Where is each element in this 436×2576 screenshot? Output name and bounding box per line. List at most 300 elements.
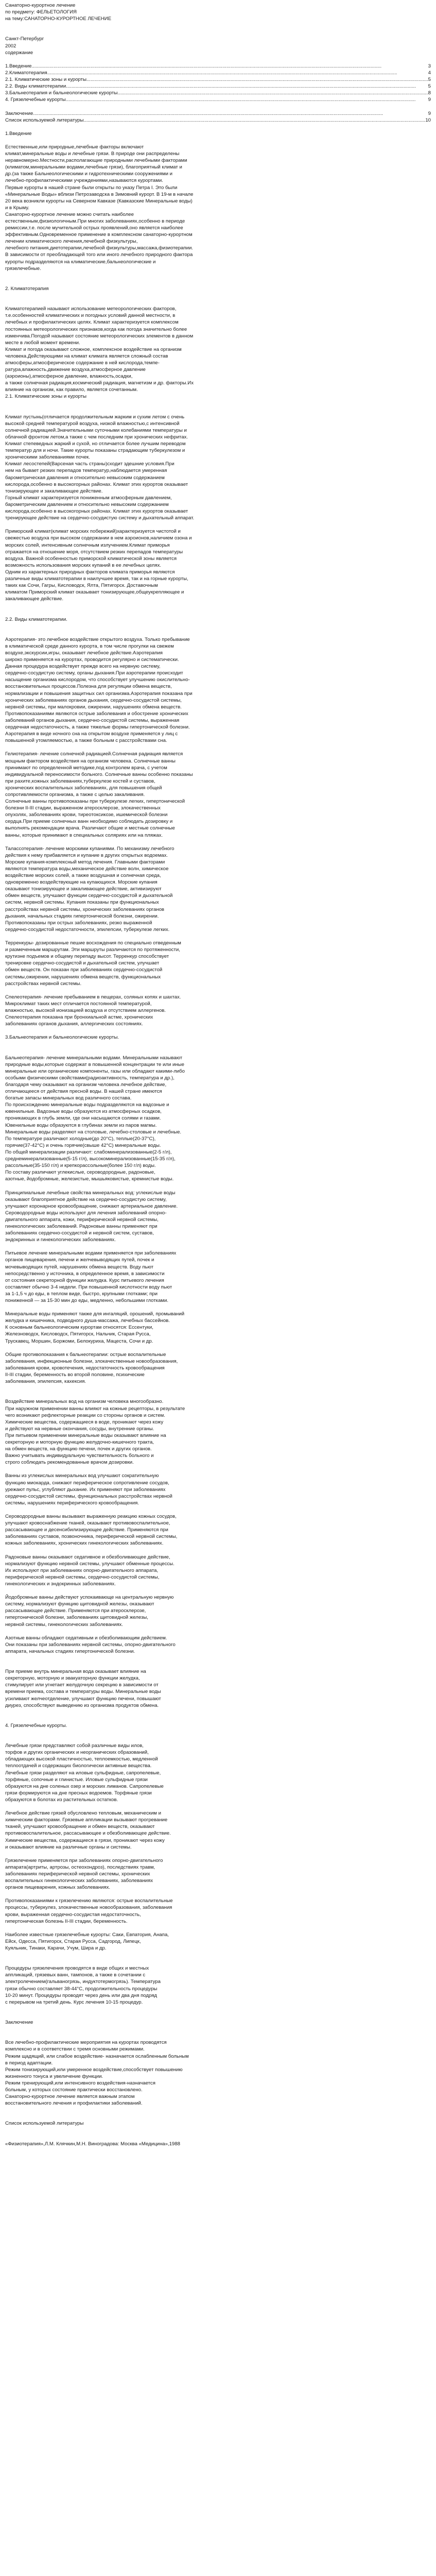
- text-line: Санкт-Петербург: [5, 36, 44, 42]
- text-line: При питьевом применении минеральные воды оказывают влияние на: [5, 1432, 166, 1438]
- text-line: среднеминерализованные(5-15 г/л), высокоминерализованные(15-35 г/л),: [5, 1156, 176, 1162]
- text-line: свежестью воздуха при высоком содержании в нем аэроионов,наличием озона и: [5, 535, 192, 541]
- text-line: [5, 137, 431, 144]
- text-line: в климатической среде данного курорта, в том числе прогулки на свежем: [5, 643, 174, 649]
- text-line: дыхания, начальных стадиях гипертонической болезни, ожирении.: [5, 913, 159, 919]
- text-line: атмосферы,атмосферическое содержание в ней кислорода,темпе-: [5, 360, 160, 366]
- text-line: [5, 292, 431, 299]
- text-line: [5, 2134, 431, 2141]
- text-line: климатом Приморский климат оказывает тонизирующее,общеукрепляющее и: [5, 589, 184, 596]
- toc-entry-page: 5: [428, 77, 431, 83]
- text-line: [5, 1729, 431, 1736]
- text-line: улучшают кровоснабжение тканей, оказывают противовоспалительное,: [5, 1520, 170, 1527]
- text-line: Спелеотерапия показана при бронхиальной астме, хронических: [5, 1014, 153, 1021]
- toc-entry: [5, 96, 431, 103]
- text-line: [5, 56, 431, 63]
- text-line: [5, 29, 431, 36]
- text-line: Гелиотерапия- лечение солнечной радиацией.Солнечная радиация является: [5, 751, 183, 757]
- text-line: эндокринных и гинекологических заболеваниях.: [5, 1237, 116, 1243]
- toc-entry: [5, 103, 431, 110]
- text-line: мочевыводящих путей, нарушениях обмена веществ. Воду пьют: [5, 1264, 154, 1270]
- toc-entry-title: 2.2. Виды климатотерапии: [5, 83, 66, 90]
- text-line: По происхождению минеральные воды подразделяются на вадозные и: [5, 1102, 169, 1108]
- text-line: заболеваниях суставов, позвоночника, периферической нервной системы,: [5, 1534, 178, 1540]
- text-line: Климатотерапией называют использование метеорологических факторов,: [5, 306, 177, 312]
- text-line: проникающих в глубь земли, где они насыщаются солями и газами.: [5, 1115, 161, 1122]
- text-line: 4. Грязелечебные курорты.: [5, 1722, 67, 1728]
- text-line: функцию миокарда, снижают периферическое сопротивление сосудов,: [5, 1480, 169, 1486]
- text-line: [5, 1392, 431, 1398]
- text-line: на обмен веществ, на функцию печени, почек и других органов.: [5, 1446, 152, 1452]
- toc-leader: [83, 117, 425, 124]
- text-line: кислорода,особенно в высокогорных районах. Климат этих курортов оказывает: [5, 481, 188, 487]
- text-line: ратура,влажность,движение воздуха,атмосферное давление: [5, 367, 146, 373]
- text-line: [5, 1709, 431, 1716]
- text-line: 1.Введение: [5, 130, 32, 137]
- text-line: Климат лесостепей(Варсеная часть страны)сходит здешние условия.При: [5, 461, 175, 467]
- text-line: Горный климат характеризуется пониженным атмосферным давлением,: [5, 495, 172, 501]
- text-line: Санаторно-курортное лечение можно считать наиболее: [5, 211, 134, 217]
- text-line: [5, 1385, 431, 1392]
- toc-entry-title: 2.Климатотерапия: [5, 70, 47, 76]
- text-line: [5, 609, 431, 616]
- text-line: Режим тонизирующий,или умеренное воздействие,способствует повышению: [5, 2066, 183, 2073]
- text-line: Лечебные грязи разделяют на иловые сульфидные, сапропелевые,: [5, 1770, 161, 1776]
- text-line: Санаторно-курортное лечение является важным этапом: [5, 2094, 135, 2100]
- table-of-contents: [5, 63, 431, 124]
- text-line: влияние на организм, как правило, является сочетанным.: [5, 387, 138, 393]
- text-line: Ейск, Одесса, Пятигорск, Старая Русса, Садгород, Липецк,: [5, 1938, 141, 1944]
- text-line: двигательного аппарата, кожи, периферической нервной системы,: [5, 1216, 159, 1223]
- text-line: системы,ожирении, нарушениях обмена веществ, функциональных: [5, 974, 161, 980]
- text-line: курорты подразделяются на климатические,бальнеологические и: [5, 259, 156, 265]
- text-line: закаливающее действие.: [5, 596, 64, 602]
- text-line: Радоновые ванны оказывают седативное и обезболивающее действие,: [5, 1554, 170, 1560]
- text-line: месте в любой момент времени.: [5, 340, 80, 346]
- toc-entry: [5, 76, 431, 83]
- text-line: [5, 124, 431, 130]
- text-line: 3.Бальнеотерапия и бальнеологические курорты.: [5, 1035, 119, 1041]
- text-line: Сероводородные ванны вызывают выраженную реакцию кожных сосудов,: [5, 1514, 177, 1519]
- text-line: [5, 1958, 431, 1965]
- text-line: от состояния секреторной функции желудка. Курс питьевого лечения: [5, 1277, 164, 1283]
- text-line: Минеральные воды применяют также для ингаляций, орошений, промываний: [5, 1311, 185, 1317]
- text-line: Их используют при заболеваниях опорно-двигательного аппарата,: [5, 1567, 159, 1573]
- text-line: Лечебное действие грязей обусловлено тепловым, механическим и: [5, 1810, 161, 1817]
- text-line: воздуха. Важной особенностью приморской климатической зоны является: [5, 555, 177, 562]
- text-line: Спелеотерапия- лечение пребыванием в пещерах, соляных копях и шахтах.: [5, 994, 181, 1000]
- text-line: грязелечебные.: [5, 265, 41, 272]
- text-line: пониженной — за 15-30 мин до еды, медленно, небольшими глотками.: [5, 1298, 169, 1303]
- text-line: [5, 1506, 431, 1513]
- text-line: Важно учитывать индивидуальную чувствительность больного и: [5, 1453, 154, 1459]
- toc-entry-title: Список используемой литературы: [5, 117, 84, 123]
- text-line: одновременно воздействующие на купающихся. Морские купания: [5, 879, 158, 886]
- toc-entry-title: 1.Введение: [5, 63, 32, 69]
- text-line: непосредственно у источника, в определенное время, в зависимости: [5, 1270, 165, 1277]
- text-line: индивидуальной переносимости больного. Солнечные ванны особенно показаны: [5, 771, 193, 777]
- text-line: Естественные,или природные,лечебные факторы включают: [5, 144, 144, 150]
- text-line: [5, 1182, 431, 1189]
- toc-entry-page: 8: [428, 90, 431, 96]
- text-line: морских солей, интенсивным солнечным излучением.Климат приморья: [5, 542, 170, 548]
- text-line: 2.2. Виды климатотерапии.: [5, 616, 67, 622]
- text-line: барометрическим давлением и относительно невысоким содержанием: [5, 501, 169, 507]
- text-line: азотные, йодобромные, железистые, мышьяковистые, кремнистые воды.: [5, 1176, 174, 1182]
- text-line: По температуре различают холодные(до 20°С), теплые(20-37°С),: [5, 1136, 156, 1142]
- text-line: аппарата(артриты, артрозы, остеохондроз), последствиях травм,: [5, 1864, 155, 1870]
- text-line: Противопоказаны при острых заболеваниях, резко выраженной: [5, 920, 152, 926]
- text-line: Все лечебно-профилактические мероприятия на курортах проводятся: [5, 2040, 167, 2046]
- text-line: секреторную и моторную функцию желудочно-кишечного тракта,: [5, 1439, 154, 1445]
- toc-entry-title: 3.Бальнеотерапия и бальнеологические курорты: [5, 90, 118, 96]
- text-line: Железноводск, Кисловодск, Пятигорск, Нальчик, Старая Русса,: [5, 1331, 151, 1337]
- text-line: человека.Действующими на климат климата является сложный состав: [5, 353, 168, 359]
- text-line: лечебного питания,диетотерапии,лечебной физкультуры,массажа,физиотерапии.: [5, 245, 193, 251]
- text-line: воздухе,экскурсии,игры, оказывает лечебное действие.Аэротерапия: [5, 650, 163, 656]
- text-line: Солнечные ванны противопоказаны при туберкулезе легких, гипертонической: [5, 799, 185, 805]
- text-line: [5, 2006, 431, 2012]
- text-line: [5, 2127, 431, 2134]
- document-body: [5, 124, 431, 2147]
- text-line: с перерывом на третий день. Курс лечения 10-15 процедур.: [5, 1999, 143, 2005]
- text-line: Ванны из углекислых минеральных вод улучшают сократительную: [5, 1473, 159, 1479]
- text-line: [5, 1547, 431, 1553]
- text-line: грязи формируются на дне пресных водоемов. Торфяные грязи: [5, 1790, 152, 1796]
- text-line: [5, 1851, 431, 1857]
- text-line: [5, 2107, 431, 2113]
- text-line: больным, у которых состояние практически восстановлено.: [5, 2087, 143, 2093]
- text-line: [5, 630, 431, 636]
- text-line: Талассотерапия- лечение морскими купаниями. По механизму лечебного: [5, 845, 175, 852]
- text-line: гинекологических заболеваний. Радоновые ванны применяют при: [5, 1223, 158, 1229]
- text-line: [5, 521, 431, 528]
- text-line: изменчива.Погодой называют состояние метеорологических элементов в данном: [5, 333, 194, 339]
- document-header: [5, 2, 431, 63]
- text-line: [5, 2012, 431, 2019]
- text-line: Заключение: [5, 2020, 33, 2026]
- toc-entry-title: Заключение: [5, 110, 33, 116]
- text-line: 2.1. Климатические зоны и курорты: [5, 394, 86, 400]
- text-line: кожных заболеваниях, хронических гинекологических заболеваниях.: [5, 1540, 164, 1547]
- text-line: [5, 839, 431, 845]
- text-line: периферической нервной системы, сердечно-сосудистой системы,: [5, 1574, 160, 1580]
- text-line: температур для и ночи. Такие курорты показаны страдающим туберкулезом и: [5, 448, 185, 454]
- text-line: рассольные(35-150 г/л) и крепкорассольные(более 150 г/л) воды.: [5, 1163, 156, 1169]
- text-line: заболеваниях периферической нервной системы, хронических: [5, 1871, 150, 1877]
- text-line: диурез, способствуют выведению из организма продуктов обмена.: [5, 1702, 159, 1708]
- text-line: тонизирующее и закаливающее действие.: [5, 488, 103, 494]
- text-line: Химические вещества, содержащиеся в воде, проникают через кожу: [5, 1419, 164, 1425]
- text-line: [5, 2026, 431, 2032]
- text-line: тканей, улучшают кровообращение и обмен веществ, оказывают: [5, 1824, 155, 1830]
- text-line: горячие(37-42°С) и очень горячие(свыше 42°С) минеральные воды.: [5, 1142, 161, 1148]
- text-line: рассасывающее действие. Применяются при атеросклерозе,: [5, 1608, 146, 1614]
- text-line: нервной системы, при малокровии, ожирении, нарушениях обмена веществ.: [5, 704, 182, 710]
- toc-leader: [117, 90, 428, 96]
- text-line: органов пищеварения, кожных заболеваниях.: [5, 1885, 111, 1891]
- text-line: а также солнечная радиация,космический радиация, магнетизм и др. факторы.Их: [5, 380, 194, 386]
- text-line: Воздействие минеральных вод на организм человека многообразно.: [5, 1399, 164, 1405]
- text-line: различные виды климатотерапии в наилучшее время, так и на горные курорты,: [5, 575, 188, 582]
- text-line: [5, 22, 431, 29]
- text-line: отражается на отношение моря, отсутствием резких перепадов температуры: [5, 549, 183, 555]
- text-line: Режим тренирующий,или интенсивного воздействия-назначается: [5, 2080, 155, 2086]
- text-line: комплексно и в соответствии с тремя основными режимами.: [5, 2046, 145, 2053]
- text-line: [5, 623, 431, 630]
- text-line: воспалительных гинекологических заболеваниях, заболеваниях: [5, 1878, 153, 1884]
- text-line: К основным бальнеологическим курортам относятся: Ессентуки,: [5, 1325, 153, 1331]
- text-line: аппликаций, грязевых ванн, тампонов, а также в сочетании с: [5, 1972, 146, 1978]
- text-line: заболевания крови, кровотечения, недостаточность кровообращения: [5, 1365, 165, 1371]
- text-line: [5, 2113, 431, 2120]
- text-line: естественным,физиологичным.При многих заболеваниях,особенно в периоде: [5, 218, 185, 224]
- text-line: постоянных метеорологических признаков,когда как погода значительно более: [5, 326, 187, 332]
- toc-entry-title: 4. Грязелечебные курорты: [5, 97, 66, 103]
- text-line: и размеченным маршрутам. Эти маршруты различаются по протяженности,: [5, 947, 180, 953]
- text-line: крутизне подъемов и общему перепаду высот. Терренкур способствует: [5, 954, 169, 960]
- text-line: гинекологических и эндокринных заболеваниях.: [5, 1581, 116, 1587]
- text-line: Йодобромные ванны действуют успокаивающе на центральную нервную: [5, 1595, 174, 1601]
- text-line: химическим факторами. Грязевые аппликации вызывают прогревание: [5, 1817, 168, 1823]
- text-line: строго соблюдать рекомендованные врачом дозировки.: [5, 1460, 134, 1466]
- toc-leader: [31, 63, 428, 70]
- text-line: образуются на дне соленых озер и морских лиманов. Сапропелевые: [5, 1783, 164, 1789]
- text-line: оказывают благоприятное действие на сердечно-сосудистую систему,: [5, 1196, 167, 1202]
- text-line: «Физиотерапия»,Л.М. Клячкин,М.Н. Виноградова: Москва «Медицина»,1988: [5, 2141, 180, 2147]
- text-line: лечебно-профилактическими учреждениями,называются курортами.: [5, 178, 163, 184]
- text-line: Питьевое лечение минеральными водами применяется при заболеваниях: [5, 1250, 177, 1257]
- text-line: влажностью, высокой ионизацией воздуха и отсутствием аллергенов.: [5, 1007, 166, 1013]
- text-line: усиливают желчеотделение, улучшают функцию печени, повышают: [5, 1696, 161, 1702]
- text-line: систем, нервной системы. Купания показаны при функциональных: [5, 900, 159, 906]
- text-line: и оказывают влияние на различные органы и системы.: [5, 1844, 132, 1850]
- text-line: Одним из характерных природных факторов климата приморья являются: [5, 569, 175, 575]
- text-line: принимают по определенной методике,под контролем врача, с учетом: [5, 765, 167, 771]
- text-line: [5, 1243, 431, 1250]
- toc-entry-page: 4: [428, 70, 431, 76]
- text-line: [5, 1027, 431, 1034]
- text-line: мощным фактором воздействия на организм человека. Солнечные ванны: [5, 758, 176, 764]
- text-line: Химические вещества, содержащиеся в грязи, проникают через кожу: [5, 1837, 165, 1843]
- text-line: [5, 1304, 431, 1311]
- text-line: [5, 1716, 431, 1722]
- text-line: восстановительных процессов.Полезна для регуляции обмена веществ,: [5, 684, 172, 690]
- text-line: урежают пульс, углубляют дыхание. Их применяют при заболеваниях: [5, 1486, 166, 1493]
- text-line: Принципиальные лечебные свойства минеральных вод: углекислые воды: [5, 1190, 176, 1196]
- text-line: Список используемой литературы: [5, 2121, 84, 2127]
- text-line: обладающих высокой пластичностью, теплоемкостью, медленной: [5, 1756, 158, 1762]
- text-line: [5, 407, 431, 414]
- toc-entry-page: 9: [428, 97, 431, 103]
- text-line: 10-20 минут. Процедуры проводят через день или два дня подряд: [5, 1992, 158, 1998]
- text-line: [5, 933, 431, 940]
- text-line: заболевания, инфекционные болезни, злокачественные новообразования,: [5, 1358, 178, 1364]
- text-line: [5, 1891, 431, 1897]
- text-line: насыщение организма кислородом, что способствует улучшению окислительно-: [5, 677, 190, 683]
- text-line: Климат и погода оказывают сложное, комплексное воздействие на организм: [5, 346, 182, 352]
- text-line: т.е.особенностей климатических и погодных условий данной местности, в: [5, 313, 176, 319]
- toc-entry: [5, 63, 431, 70]
- text-line: солнечной радиацией.Значительными суточными колебаниями температуры и: [5, 427, 187, 433]
- text-line: При наружном применении ванны влияют на кожные рецепторы, в результате: [5, 1405, 185, 1412]
- text-line: [5, 1952, 431, 1958]
- text-line: При приеме внутрь минеральная вода оказывает влияние на: [5, 1669, 146, 1675]
- toc-leader: [47, 70, 428, 76]
- text-line: чего возникают рефлекторные реакции со стороны органов и систем.: [5, 1412, 165, 1418]
- text-line: при рахите,кожных заболеваниях,туберкулезе костей и суставов,: [5, 778, 155, 784]
- toc-entry: [5, 117, 431, 124]
- text-line: Ювенильные воды образуются в глубинах земли из паров магмы.: [5, 1122, 157, 1128]
- text-line: неравномерно.Местности,располагающие природными лечебными факторами: [5, 158, 187, 164]
- toc-entry-page: 9: [428, 110, 431, 116]
- text-line: др.(за также Бальнеологическими и гидротехническими сооружениями и: [5, 171, 173, 177]
- text-line: Санаторно-курортное лечение: [5, 3, 76, 8]
- text-line: лечебных и профилактических целях. Климат характеризуется комплексом: [5, 319, 179, 326]
- text-line: в период адаптации.: [5, 2060, 53, 2066]
- text-line: являются температура воды,механическое действие волн, химическое: [5, 866, 169, 872]
- text-line: аппарата, начальных стадиях гипертонической болезни.: [5, 1648, 135, 1654]
- text-line: грязи обычно составляет 38-44°С, продолжительность процедуры: [5, 1986, 158, 1992]
- text-line: по предмету: ФЕЛЬЕТОЛОГИЯ: [5, 9, 77, 15]
- text-line: таких как Сочи, Гагры, Кисловодск, Ялта, Пятигорск. Доставочным: [5, 583, 158, 589]
- toc-entry: [5, 70, 431, 76]
- text-line: [5, 1662, 431, 1668]
- text-line: заболеваний органов дыхания, сердечно-сосудистой системы, выраженная: [5, 717, 180, 723]
- text-line: времени приема, состава и температуры воды. Минеральные воды: [5, 1689, 161, 1695]
- text-line: [5, 1587, 431, 1594]
- text-line: сердечно-сосудистой системы, функциональных расстройствах нервной: [5, 1493, 172, 1499]
- text-line: Общие противопоказания к бальнеотерапии: острые воспалительные: [5, 1351, 166, 1358]
- text-line: воздействие морских солей, а также воздушная и солнечная среда,: [5, 873, 161, 879]
- text-line: сердечно-сосудистую систему, органы дыхания.При аэротерапии происходит: [5, 670, 183, 676]
- toc-entry-title: 2.1. Климатические зоны и курорты: [5, 77, 86, 83]
- text-line: процессы, туберкулез, злокачественные новообразования, заболевания: [5, 1905, 172, 1911]
- text-line: электролечением(гальваногрязь, индуктотермогрязь). Температура: [5, 1979, 161, 1985]
- text-line: расстройствах нервной системы.: [5, 980, 82, 987]
- text-line: минеральные или органические компоненты, газы или обладают какими-либо: [5, 1068, 185, 1074]
- text-line: жизненного тонуса и увеличение функции.: [5, 2073, 103, 2079]
- toc-entry-page: 5: [428, 83, 431, 90]
- text-line: Сероводородные воды используют для лечения заболеваний опорно-: [5, 1210, 167, 1216]
- text-line: Противопоказаниями к грязелечению являются: острые воспалительные: [5, 1898, 173, 1904]
- text-line: тренирующее действие на сердечно-сосудистую систему и дыхательный аппарат.: [5, 515, 195, 521]
- text-line: Микроклимат таких мест отличается постоянной температурой,: [5, 1001, 152, 1007]
- text-line: системы, нарушениях периферического кровообращения.: [5, 1500, 139, 1506]
- toc-entry-page: 10: [425, 117, 431, 123]
- text-line: Аэротерапия в виде ночного сна на открытом воздухе применяется у лиц с: [5, 731, 178, 737]
- text-line: II-III стадии, беременность во второй половине, психические: [5, 1372, 145, 1378]
- text-line: выполнять рекомендации врача. Различают общие и местные солнечные: [5, 825, 175, 832]
- text-line: Климат степеведных жаркий и сухой, но отличается более лучшим переводом: [5, 441, 186, 447]
- text-line: содержание: [5, 49, 33, 56]
- text-line: обмен веществ, улучшают функции сердечно-сосудистой и дыхательной: [5, 893, 173, 899]
- toc-entry: [5, 83, 431, 90]
- text-line: особыми физическими свойствами(радиоактивность, температура и др.),: [5, 1075, 175, 1081]
- text-line: болезни II-III стадии, выраженном атеросклерозе, злокачественных: [5, 805, 161, 811]
- text-line: отличающееся от действия пресной воды. В нашей стране имеются: [5, 1089, 162, 1095]
- text-line: высокой средней температурой воздуха, низкой влажностью,с интенсивной: [5, 420, 180, 427]
- text-line: Куяльник, Тинаки, Карачи, Учум, Шира и др.: [5, 1945, 107, 1951]
- text-line: Приморский климат(климат морских побережий)характеризуется чистотой и: [5, 529, 181, 535]
- text-line: природные воды,которые содержат в повышенной концентрации те или иные: [5, 1061, 184, 1067]
- text-line: улучшают коронарное кровообращение, снижают артериальное давление.: [5, 1203, 178, 1209]
- text-line: сердечно-сосудистой недостаточности, эпилепсии, туберкулезе легких.: [5, 926, 170, 933]
- text-line: органов пищеварения, печени и желчевыводящих путей, почек и: [5, 1257, 154, 1263]
- text-line: опухолях, заболеваниях крови, тиреотоксикозе, ишемической болезни: [5, 812, 168, 818]
- toc-leader: [86, 76, 428, 83]
- text-line: восстановительного лечения и профилактики заболеваний.: [5, 2100, 143, 2107]
- text-line: Бальнеотерапия- лечение минеральными водами. Минеральными называют: [5, 1055, 183, 1061]
- text-line: широко применяется на курортах, проводится регулярно и систематически.: [5, 657, 179, 663]
- text-line: Первые курорты в нашей стране были открыты по указу Петра I. Это были: [5, 184, 178, 191]
- text-line: [5, 744, 431, 751]
- text-line: Грязелечение применяется при заболеваниях опорно-двигательного: [5, 1857, 163, 1863]
- text-line: [5, 1925, 431, 1931]
- text-line: 2002: [5, 43, 16, 49]
- toc-leader: [33, 110, 428, 117]
- text-line: Терренкуры- дозированные пешие восхождения по специально отведенным: [5, 940, 181, 946]
- text-line: По составу различают углекислые, сероводородные, радоновые,: [5, 1170, 155, 1176]
- text-line: стимулирует или угнетает желудочную секрецию в зависимости от: [5, 1682, 159, 1688]
- text-line: желудка и кишечника, подводного душа-массажа, лечебных бассейнов.: [5, 1318, 170, 1324]
- text-line: тренировке сердечно-сосудистой и дыхательной систем, улучшает: [5, 960, 160, 967]
- toc-entry: [5, 90, 431, 96]
- text-line: на тему:САНАТОРНО-КУРОРТНОЕ ЛЕЧЕНИЕ: [5, 16, 112, 22]
- text-line: гипертоническая болезнь II-III стадии, беременность.: [5, 1918, 128, 1924]
- text-line: [5, 299, 431, 306]
- text-line: облачной фронтом летом,а также с чем последним при хронических нефритах.: [5, 434, 188, 440]
- text-line: повышенной утомляемостью, а также больным с расстройствами сна.: [5, 738, 167, 744]
- text-line: [5, 602, 431, 609]
- text-line: хронических воспалительных заболеваниях, для повышения общей: [5, 785, 162, 791]
- text-line: (климатом,минеральными водами,лечебные грязи), благоприятный климат и: [5, 164, 182, 171]
- text-line: благодаря чему оказывают на организм человека лечебное действие,: [5, 1082, 167, 1088]
- text-line: кислорода,особенно в высокогорных районах. Климат этих курортов оказывает: [5, 509, 188, 515]
- text-line: нем на бывает резких перепадов температур,наблюдается умеренная: [5, 468, 167, 474]
- text-line: секреторную, моторную и эвакуаторную функции желудка,: [5, 1675, 140, 1682]
- text-line: Трускавец, Моршин, Боржоми, Белокуриха, Мацеста, Сочи и др.: [5, 1338, 153, 1344]
- text-line: ванны, которые принимают в специальных соляриях или на пляжах.: [5, 832, 163, 838]
- text-line: рассасывающее и десенсибилизирующее действие. Применяются при: [5, 1527, 168, 1533]
- text-line: 20 века возникли курорты на Северном Кавказе (Кавказские Минеральные воды): [5, 198, 193, 204]
- text-line: нормализуют функцию нервной системы, улучшают обменные процессы.: [5, 1561, 175, 1567]
- text-line: Режим щадящий, или слабое воздействие- назначается ослабленным больным: [5, 2053, 189, 2059]
- text-line: обмен веществ. Он показан при заболеваниях сердечно-сосудистой: [5, 967, 163, 973]
- text-line: «Минеральные Воды» вблизи Петрозаводска в Зимовний курорт. В 19-м в начале: [5, 191, 194, 197]
- text-line: сердечная недостаточность, а также тяжелые формы гипертонической болезни.: [5, 724, 190, 731]
- text-line: составляет обычно 3-4 недели. При повышенной кислотности воду пьют: [5, 1284, 172, 1290]
- text-line: Климат пустынь(отличается продолжительным жарким и сухим летом с очень: [5, 414, 185, 420]
- text-line: [5, 1041, 431, 1047]
- text-line: за 1-1,5 ч до еды, в теплом виде, быстро, крупными глотками; при: [5, 1291, 158, 1297]
- text-line: Процедуры грязелечения проводятся в виде общих и местных: [5, 1965, 149, 1972]
- text-line: барометрическая давления и относительно невысоким содержанием: [5, 474, 165, 481]
- text-line: [5, 1466, 431, 1472]
- text-line: образуются в болотах из растительных остатков.: [5, 1797, 118, 1803]
- text-line: [5, 1048, 431, 1055]
- text-line: нервной системы, гинекологических заболеваниях.: [5, 1621, 124, 1628]
- text-line: Аэротерапия- это лечебное воздействие открытого воздуха. Только пребывание: [5, 636, 190, 642]
- text-line: торфяные, сопочные и глинистые. Иловые сульфидные грязи: [5, 1776, 148, 1783]
- text-line: ювенильные. Вадозные воды образуются из атмосферных осадков,: [5, 1109, 162, 1115]
- text-line: и в Крыму.: [5, 205, 29, 211]
- text-line: нормализации и повышения защитных сил организма.Аэротерапия показана при: [5, 690, 193, 697]
- text-line: сердца.При приеме солнечных ванн необходимо соблюдать дозировку и: [5, 819, 173, 825]
- text-line: Данная процедура воздействует прежде всего на нервную систему,: [5, 664, 161, 670]
- text-line: богатые запасы минеральных вод различного состава.: [5, 1095, 132, 1101]
- text-line: [5, 1736, 431, 1742]
